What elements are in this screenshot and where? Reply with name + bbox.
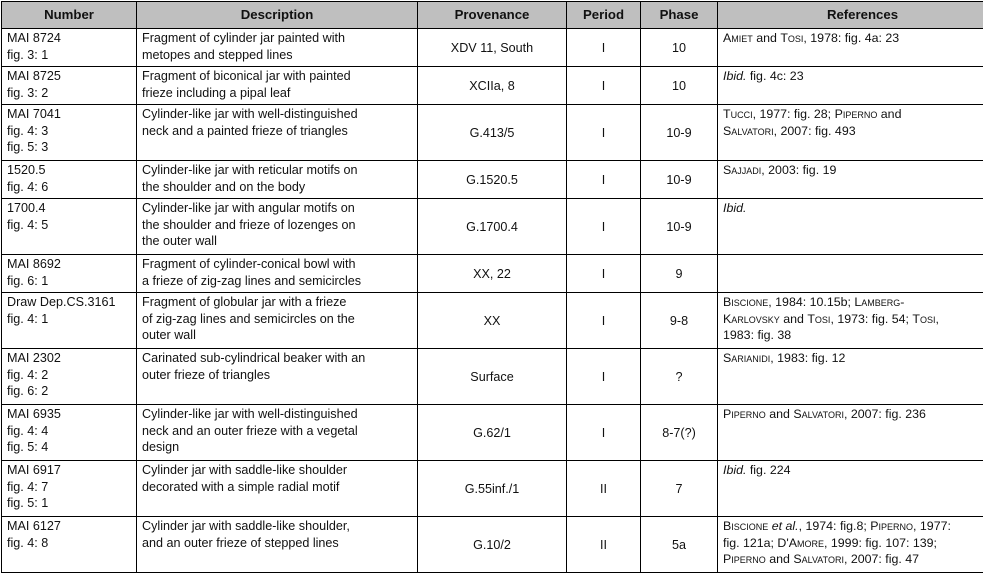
- cell-references: Amiet and Tosi, 1978: fig. 4a: 23: [718, 29, 983, 67]
- cell-period: I: [567, 255, 641, 293]
- cell-number: MAI 8692 fig. 6: 1: [2, 255, 137, 293]
- cell-description: Carinated sub-cylindrical beaker with an outer frieze of triangles: [137, 349, 418, 405]
- cell-period: I: [567, 349, 641, 405]
- cell-references: Piperno and Salvatori, 2007: fig. 236: [718, 405, 983, 461]
- header-references: References: [718, 2, 983, 29]
- table-row: [2, 517, 983, 573]
- table-row: [2, 161, 983, 199]
- cell-phase: 8-7(?): [641, 405, 718, 461]
- cell-references: Tucci, 1977: fig. 28; Piperno and Salvatori, 2007: fig. 493: [718, 105, 983, 161]
- table-row: [2, 461, 983, 517]
- cell-references: Biscione, 1984: 10.15b; Lamberg- Karlovsky and Tosi, 1973: fig. 54; Tosi, 1983: fig. 38: [718, 293, 983, 349]
- table-row: [2, 293, 983, 349]
- cell-references: Ibid. fig. 4c: 23: [718, 67, 983, 105]
- cell-number: MAI 7041 fig. 4: 3 fig. 5: 3: [2, 105, 137, 161]
- cell-references: Ibid. fig. 224: [718, 461, 983, 517]
- cell-number: MAI 8725 fig. 3: 2: [2, 67, 137, 105]
- cell-description: Cylinder-like jar with angular motifs on the shoulder and frieze of lozenges on the outer wall: [137, 199, 418, 255]
- cell-phase: 10-9: [641, 161, 718, 199]
- cell-phase: 9: [641, 255, 718, 293]
- cell-phase: 10: [641, 29, 718, 67]
- cell-number: MAI 8724 fig. 3: 1: [2, 29, 137, 67]
- cell-description: Fragment of cylinder-conical bowl with a frieze of zig-zag lines and semicircles: [137, 255, 418, 293]
- cell-number: 1700.4 fig. 4: 5: [2, 199, 137, 255]
- table-row: [2, 405, 983, 461]
- cell-provenance: XCIIa, 8: [418, 67, 567, 105]
- header-phase: Phase: [641, 2, 718, 29]
- table-row: [2, 105, 983, 161]
- cell-description: Cylinder jar with saddle-like shoulder, and an outer frieze of stepped lines: [137, 517, 418, 573]
- cell-description: Cylinder jar with saddle-like shoulder decorated with a simple radial motif: [137, 461, 418, 517]
- cell-period: I: [567, 29, 641, 67]
- cell-provenance: G.55inf./1: [418, 461, 567, 517]
- cell-phase: 10-9: [641, 199, 718, 255]
- cell-references: Ibid.: [718, 199, 983, 255]
- header-number: Number: [2, 2, 137, 29]
- cell-description: Cylinder-like jar with well-distinguished neck and an outer frieze with a vegetal design: [137, 405, 418, 461]
- cell-number: MAI 6935 fig. 4: 4 fig. 5: 4: [2, 405, 137, 461]
- cell-period: I: [567, 293, 641, 349]
- cell-provenance: G.62/1: [418, 405, 567, 461]
- cell-number: Draw Dep.CS.3161 fig. 4: 1: [2, 293, 137, 349]
- cell-description: Cylinder-like jar with well-distinguished neck and a painted frieze of triangles: [137, 105, 418, 161]
- cell-description: Fragment of cylinder jar painted with metopes and stepped lines: [137, 29, 418, 67]
- cell-period: II: [567, 461, 641, 517]
- table-row: [2, 67, 983, 105]
- cell-provenance: G.413/5: [418, 105, 567, 161]
- cell-description: Fragment of globular jar with a frieze of zig-zag lines and semicircles on the outer wall: [137, 293, 418, 349]
- cell-references: Sajjadi, 2003: fig. 19: [718, 161, 983, 199]
- table-row: [2, 349, 983, 405]
- header-period: Period: [567, 2, 641, 29]
- cell-period: I: [567, 67, 641, 105]
- catalogue-table: [1, 1, 983, 573]
- cell-description: Cylinder-like jar with reticular motifs on the shoulder and on the body: [137, 161, 418, 199]
- cell-provenance: G.10/2: [418, 517, 567, 573]
- table-row: [2, 199, 983, 255]
- table-row: [2, 255, 983, 293]
- cell-period: I: [567, 405, 641, 461]
- cell-phase: 5a: [641, 517, 718, 573]
- cell-period: I: [567, 199, 641, 255]
- cell-phase: 10-9: [641, 105, 718, 161]
- cell-number: 1520.5 fig. 4: 6: [2, 161, 137, 199]
- cell-phase: 10: [641, 67, 718, 105]
- header-description: Description: [137, 2, 418, 29]
- cell-phase: 7: [641, 461, 718, 517]
- cell-phase: 9-8: [641, 293, 718, 349]
- table-row: [2, 29, 983, 67]
- cell-provenance: XDV 11, South: [418, 29, 567, 67]
- cell-period: II: [567, 517, 641, 573]
- header-row: [2, 2, 983, 29]
- header-provenance: Provenance: [418, 2, 567, 29]
- cell-references: [718, 255, 983, 293]
- cell-phase: ?: [641, 349, 718, 405]
- cell-description: Fragment of biconical jar with painted frieze including a pipal leaf: [137, 67, 418, 105]
- cell-provenance: XX: [418, 293, 567, 349]
- cell-provenance: Surface: [418, 349, 567, 405]
- cell-references: Biscione et al., 1974: fig.8; Piperno, 1977: fig. 121a; D'Amore, 1999: fig. 107: 139; Piperno and Salvatori, 2007: fig. 47: [718, 517, 983, 573]
- cell-period: I: [567, 161, 641, 199]
- cell-number: MAI 2302 fig. 4: 2 fig. 6: 2: [2, 349, 137, 405]
- cell-provenance: G.1520.5: [418, 161, 567, 199]
- cell-provenance: G.1700.4: [418, 199, 567, 255]
- cell-provenance: XX, 22: [418, 255, 567, 293]
- cell-number: MAI 6917 fig. 4: 7 fig. 5: 1: [2, 461, 137, 517]
- cell-period: I: [567, 105, 641, 161]
- cell-number: MAI 6127 fig. 4: 8: [2, 517, 137, 573]
- cell-references: Sarianidi, 1983: fig. 12: [718, 349, 983, 405]
